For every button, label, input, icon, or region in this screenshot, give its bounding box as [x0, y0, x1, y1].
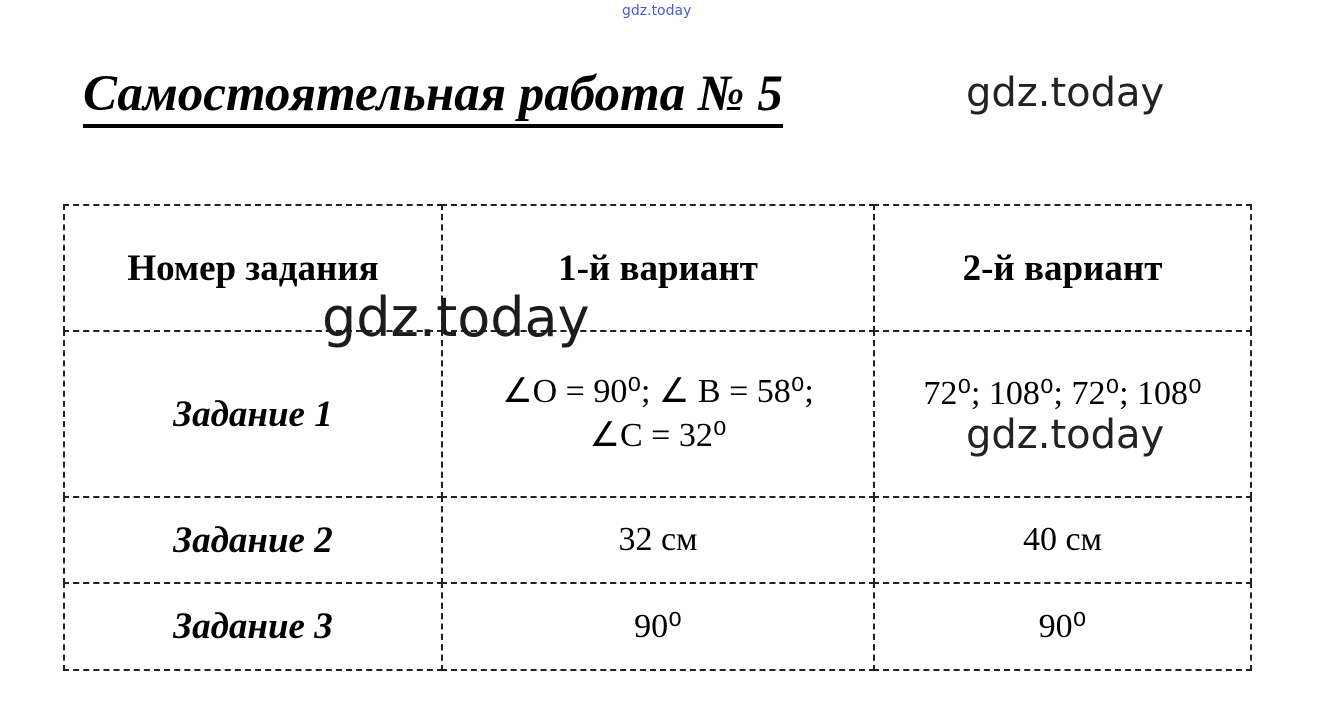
table-row-3-variant-2: [873, 582, 1252, 671]
header-variant-1: 1-й вариант: [558, 247, 758, 289]
answer-line-2: ∠C = 32⁰: [589, 417, 727, 454]
answer-value: 40 см: [1022, 521, 1103, 558]
table-row-1-variant-1: [441, 330, 875, 498]
answer-value: 90⁰: [634, 607, 682, 645]
watermark-cell: gdz.today: [966, 412, 1165, 458]
table-row-2-variant-2: [873, 496, 1252, 584]
top-watermark: gdz.today: [622, 3, 692, 19]
header-task-number: Номер задания: [127, 247, 379, 289]
watermark-title: gdz.today: [966, 70, 1165, 116]
watermark-table: gdz.today: [322, 286, 590, 349]
page-title: Самостоятельная работа № 5: [83, 64, 783, 128]
answer-value: 90⁰: [1038, 607, 1087, 645]
answer-value: 72⁰; 108⁰; 72⁰; 108⁰: [923, 375, 1202, 412]
table-row-2-task: [63, 496, 443, 584]
table-row-3-task: [63, 582, 443, 671]
header-cell-variant-2: [873, 204, 1252, 332]
table-row-1-task: [63, 330, 443, 498]
task-label: Задание 2: [173, 519, 333, 561]
header-variant-2: 2-й вариант: [962, 247, 1163, 289]
task-label: Задание 3: [173, 606, 333, 647]
task-label: Задание 1: [173, 393, 333, 435]
table-row-3-variant-1: [441, 582, 875, 671]
table-row-2-variant-1: [441, 496, 875, 584]
answer-line-1: ∠O = 90⁰; ∠ B = 58⁰;: [502, 373, 814, 410]
answer-value: 32 см: [618, 521, 698, 558]
